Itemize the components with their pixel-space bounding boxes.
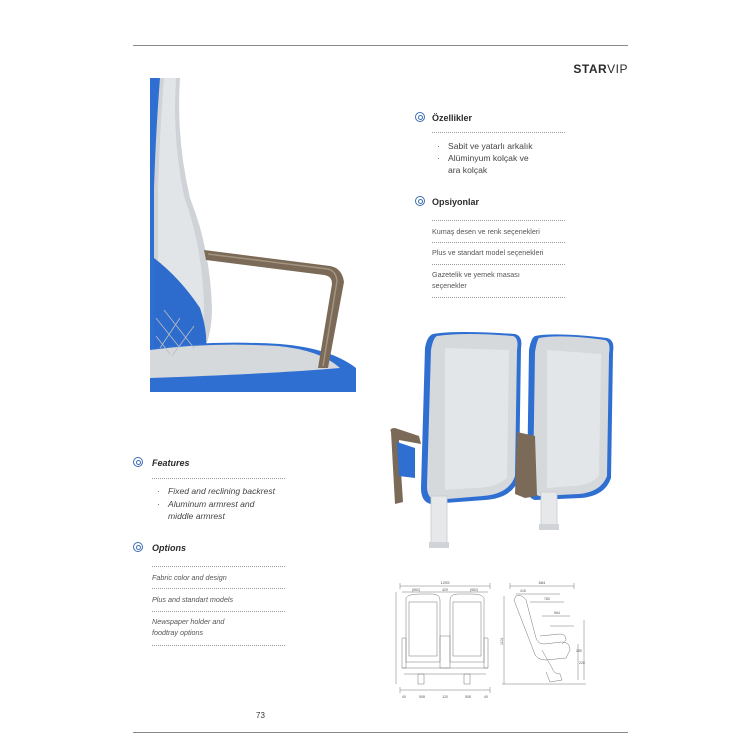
side-dim-4: 1101 (500, 637, 504, 645)
features-tr-title: Özellikler (432, 113, 473, 123)
page-number: 73 (256, 711, 265, 720)
brand-bold: STAR (573, 62, 608, 76)
divider (432, 264, 565, 265)
front-width-label: 1205 (440, 580, 450, 585)
side-dim-2: 783 (544, 597, 550, 601)
features-en-title: Features (152, 458, 190, 468)
side-view-drawing (500, 580, 590, 692)
options-en-item-2: Plus and standart models (152, 595, 234, 604)
top-rule (133, 45, 628, 46)
front-mid-label-3: (552) (469, 588, 479, 592)
divider (432, 220, 565, 221)
side-top-label: 684 (538, 580, 546, 585)
features-tr-item-1: · Sabit ve yatarlı arkalık (437, 141, 533, 151)
divider (432, 297, 565, 298)
options-tr-item-3: Gazetelik ve yemek masası seçenekler (432, 270, 520, 290)
front-bottom-label-4: 508 (465, 695, 471, 699)
divider (432, 242, 565, 243)
options-en-item-1: Fabric color and design (152, 573, 227, 582)
divider (152, 611, 285, 612)
bottom-rule (133, 732, 628, 733)
options-en-icon (133, 542, 143, 552)
front-bottom-label-1: 40 (402, 695, 406, 699)
divider (152, 478, 285, 479)
front-view-drawing (392, 578, 498, 703)
front-bottom-label-3: 120 (442, 695, 448, 699)
features-tr-icon (415, 112, 425, 122)
front-mid-label-1: (552) (411, 588, 421, 592)
brand-logo (573, 62, 628, 76)
side-dim-1: 415 (520, 589, 526, 593)
options-en-title: Options (152, 543, 186, 553)
seat-closeup-photo (150, 78, 360, 392)
features-tr-item-3: ara kolçak (448, 165, 488, 175)
divider (432, 132, 565, 133)
front-mid-label-2: 420 (442, 588, 448, 592)
front-bottom-label-2: 508 (419, 695, 425, 699)
features-tr-item-2: · Alüminyum kolçak ve (437, 153, 529, 163)
brand-light: VIP (607, 62, 628, 76)
side-dim-3: 564 (554, 611, 560, 615)
options-en-item-3: Newspaper holder and foodtray options (152, 617, 225, 637)
options-tr-item-2: Plus ve standart model seçenekleri (432, 248, 544, 257)
divider (152, 588, 285, 589)
divider (152, 645, 285, 646)
front-bottom-label-5: 40 (484, 695, 488, 699)
features-en-item-3: middle armrest (168, 511, 225, 521)
twin-seats-photo (385, 328, 617, 554)
options-tr-item-1: Kumaş desen ve renk seçenekleri (432, 227, 540, 236)
features-en-item-2: · Aluminum armrest and (157, 499, 255, 509)
side-dim-6: 280 (576, 649, 582, 653)
options-tr-icon (415, 196, 425, 206)
divider (152, 566, 285, 567)
options-tr-title: Opsiyonlar (432, 197, 480, 207)
side-dim-5: 220 (579, 661, 585, 665)
features-en-item-1: · Fixed and reclining backrest (157, 486, 275, 496)
features-en-icon (133, 457, 143, 467)
